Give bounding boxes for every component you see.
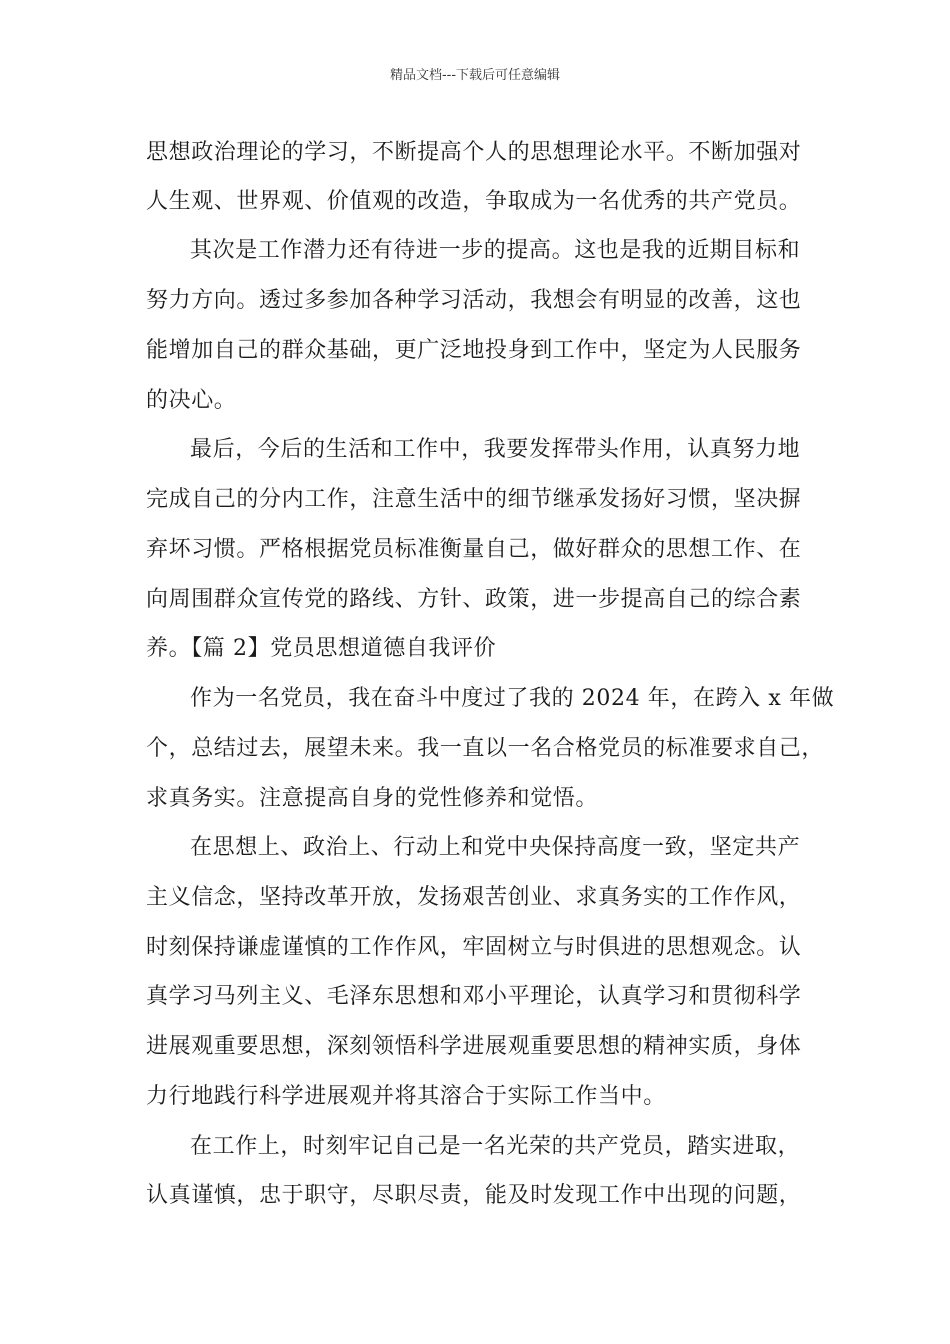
text-line: 向周围群众宣传党的路线、方针、政策，进一步提高自己的综合素 — [146, 587, 802, 612]
text-line: 弃坏习惯。严格根据党员标准衡量自己，做好群众的思想工作、在 — [146, 537, 802, 562]
text-line: 主义信念，坚持改革开放，发扬艰苦创业、求真务实的工作作风， — [146, 885, 802, 910]
text-line: 努力方向。透过多参加各种学习活动，我想会有明显的改善，这也 — [146, 288, 802, 313]
text-line: 求真务实。注意提高自身的党性修养和觉悟。 — [146, 786, 599, 811]
text-line: 真学习马列主义、毛泽东思想和邓小平理论，认真学习和贯彻科学 — [146, 984, 802, 1009]
text-line: 人生观、世界观、价值观的改造，争取成为一名优秀的共产党员。 — [146, 189, 802, 214]
paragraph-first-line: 在思想上、政治上、行动上和党中央保持高度一致，坚定共产 — [190, 835, 801, 860]
text-line: 力行地践行科学进展观并将其溶合于实际工作当中。 — [146, 1084, 666, 1109]
text-line: 能增加自己的群众基础，更广泛地投身到工作中，坚定为人民服务 — [146, 338, 802, 363]
text-line: 的决心。 — [146, 388, 237, 413]
text-line: 个，总结过去，展望未来。我一直以一名合格党员的标准要求自己， — [146, 736, 825, 761]
text-line: 认真谨慎，忠于职守，尽职尽责，能及时发现工作中出现的问题， — [146, 1183, 802, 1208]
paragraph-first-line: 其次是工作潜力还有待进一步的提高。这也是我的近期目标和 — [190, 238, 801, 263]
page-header: 精品文档---下载后可任意编辑 — [389, 68, 561, 83]
paragraph-first-line: 作为一名党员，我在奋斗中度过了我的 2024 年，在跨入 x 年做 — [190, 686, 835, 711]
text-line: 时刻保持谦虚谨慎的工作作风，牢固树立与时俱进的思想观念。认 — [146, 935, 802, 960]
paragraph-first-line: 最后，今后的生活和工作中，我要发挥带头作用，认真努力地 — [190, 437, 801, 462]
text-line: 思想政治理论的学习，不断提高个人的思想理论水平。不断加强对 — [146, 140, 802, 165]
text-line: 完成自己的分内工作，注意生活中的细节继承发扬好习惯，坚决摒 — [146, 487, 802, 512]
paragraph-first-line: 在工作上，时刻牢记自己是一名光荣的共产党员，踏实进取， — [190, 1134, 801, 1159]
text-line: 进展观重要思想，深刻领悟科学进展观重要思想的精神实质，身体 — [146, 1034, 802, 1059]
text-line: 养。【篇 2】党员思想道德自我评价 — [146, 636, 497, 661]
